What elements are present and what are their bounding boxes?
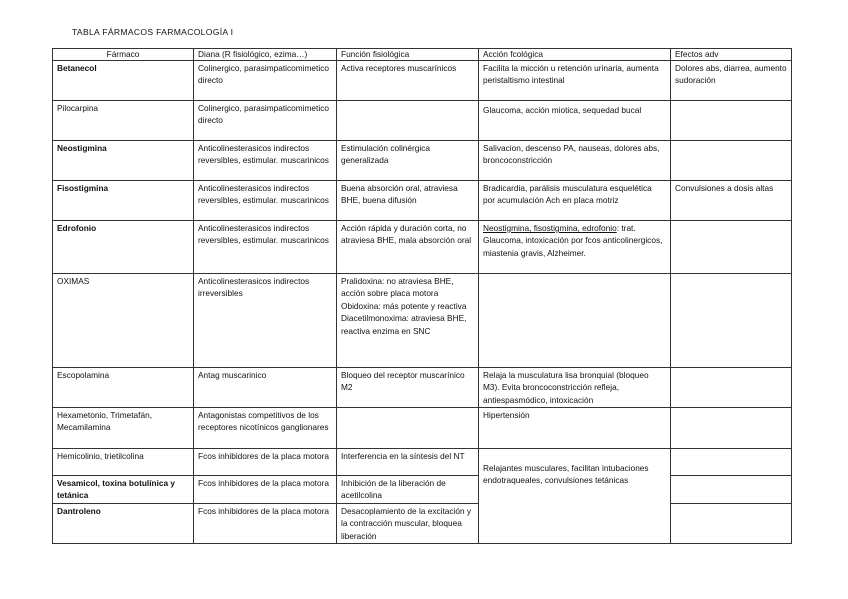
target-cell: Anticolinesterasicos indirectos reversibles, estimular. muscarinicos xyxy=(194,141,337,181)
function-line: Obidoxina: más potente y reactiva xyxy=(341,300,467,311)
function-line: Pralidoxina: no atraviesa BHE, acción sobre placa motora xyxy=(341,276,454,299)
function-cell: Activa receptores muscarínicos xyxy=(337,61,479,101)
table-row xyxy=(53,504,792,544)
drug-cell: Hemicolinio, trietilcolina xyxy=(53,449,194,476)
function-cell: Acción rápida y duración corta, no atraviesa BHE, mala absorción oral xyxy=(337,221,479,274)
table-row xyxy=(53,141,792,181)
header-diana: Diana (R fisiológico, ezima…) xyxy=(194,49,337,61)
action-text: trat. Glaucoma, intoxicación por fcos anticolinergicos, miastenia gravis, Alzheimer. xyxy=(483,223,663,258)
function-cell: Bloqueo del receptor muscarínico M2 xyxy=(337,368,479,408)
shared-action-cell: Relajantes musculares, facilitan intubaciones endotraqueales, convulsiones tetánicas xyxy=(479,449,671,544)
target-cell: Anticolinesterasicos indirectos reversibles, estimular. muscarinicos xyxy=(194,221,337,274)
table-row xyxy=(53,408,792,449)
effects-cell xyxy=(671,476,792,504)
table-row xyxy=(53,221,792,274)
action-cell: Bradicardia, parálisis musculatura esquelética por acumulación Ach en placa motriz xyxy=(479,181,671,221)
table-row xyxy=(53,101,792,141)
target-cell: Anticolinesterasicos indirectos irreversibles xyxy=(194,274,337,368)
function-cell xyxy=(337,408,479,449)
table-row xyxy=(53,449,792,476)
target-cell: Antag muscarinico xyxy=(194,368,337,408)
table-row xyxy=(53,476,792,504)
function-line: Diacetilmonoxima: atraviesa BHE, reactiva enzima en SNC xyxy=(341,313,467,336)
effects-cell: Convulsiones a dosis altas xyxy=(671,181,792,221)
header-farmaco: Fármaco xyxy=(53,49,194,61)
effects-cell xyxy=(671,504,792,544)
drug-cell: OXIMAS xyxy=(53,274,194,368)
drug-cell: Hexametonio, Trimetafán, Mecamilamina xyxy=(53,408,194,449)
table-row xyxy=(53,368,792,408)
table-row xyxy=(53,181,792,221)
table-row xyxy=(53,61,792,101)
header-funcion: Función fisiológica xyxy=(337,49,479,61)
table-header-row xyxy=(53,49,792,61)
drug-cell: Pilocarpina xyxy=(53,101,194,141)
table-row xyxy=(53,274,792,368)
function-cell: Buena absorción oral, atraviesa BHE, buena difusión xyxy=(337,181,479,221)
action-cell xyxy=(479,274,671,368)
action-cell: Hipertensión xyxy=(479,408,671,449)
effects-cell xyxy=(671,221,792,274)
target-cell: Fcos inhibidores de la placa motora xyxy=(194,504,337,544)
drug-cell: Betanecol xyxy=(53,61,194,101)
effects-cell xyxy=(671,274,792,368)
target-cell: Colinergico, parasimpaticomimetico directo xyxy=(194,61,337,101)
drug-cell: Vesamicol, toxina botulínica y tetánica xyxy=(53,476,194,504)
action-cell: Salivacion, descenso PA, nauseas, dolores abs, broncoconstricción xyxy=(479,141,671,181)
effects-cell xyxy=(671,408,792,449)
drug-cell: Neostigmina xyxy=(53,141,194,181)
effects-cell xyxy=(671,141,792,181)
action-cell: Glaucoma, acción miotica, sequedad bucal xyxy=(479,101,671,141)
effects-cell xyxy=(671,449,792,476)
function-cell: Inhibición de la liberación de acetilcolina xyxy=(337,476,479,504)
target-cell: Fcos inhibidores de la placa motora xyxy=(194,449,337,476)
function-cell: Estimulación colinérgica generalizada xyxy=(337,141,479,181)
action-cell xyxy=(479,221,671,274)
function-cell xyxy=(337,274,479,368)
header-efectos: Efectos adv xyxy=(671,49,792,61)
document-title: TABLA FÁRMACOS FARMACOLOGÍA I xyxy=(72,27,234,37)
action-cell: Relaja la musculatura lisa bronquial (bloqueo M3). Evita broncoconstricción refleja, antiespasmódico, intoxicación xyxy=(479,368,671,408)
action-colon: : xyxy=(616,223,620,233)
header-accion: Acción fcológica xyxy=(479,49,671,61)
effects-cell: Dolores abs, diarrea, aumento sudoración xyxy=(671,61,792,101)
drug-table xyxy=(52,48,792,544)
function-cell: Desacoplamiento de la excitación y la contracción muscular, bloquea liberación xyxy=(337,504,479,544)
effects-cell xyxy=(671,368,792,408)
drug-cell: Escopolamina xyxy=(53,368,194,408)
action-underlined-text: Neostigmina, fisostigmina, edrofonio xyxy=(483,223,617,233)
target-cell: Antagonistas competitivos de los receptores nicotínicos ganglionares xyxy=(194,408,337,449)
function-cell: Interferencia en la síntesis del NT xyxy=(337,449,479,476)
drug-cell: Dantroleno xyxy=(53,504,194,544)
target-cell: Colinergico, parasimpaticomimetico directo xyxy=(194,101,337,141)
function-cell xyxy=(337,101,479,141)
action-cell: Facilita la micción u retención urinaria, aumenta peristaltismo intestinal xyxy=(479,61,671,101)
drug-cell: Edrofonio xyxy=(53,221,194,274)
target-cell: Fcos inhibidores de la placa motora xyxy=(194,476,337,504)
effects-cell xyxy=(671,101,792,141)
target-cell: Anticolinesterasicos indirectos reversibles, estimular. muscarinicos xyxy=(194,181,337,221)
drug-cell: Fisostigmina xyxy=(53,181,194,221)
